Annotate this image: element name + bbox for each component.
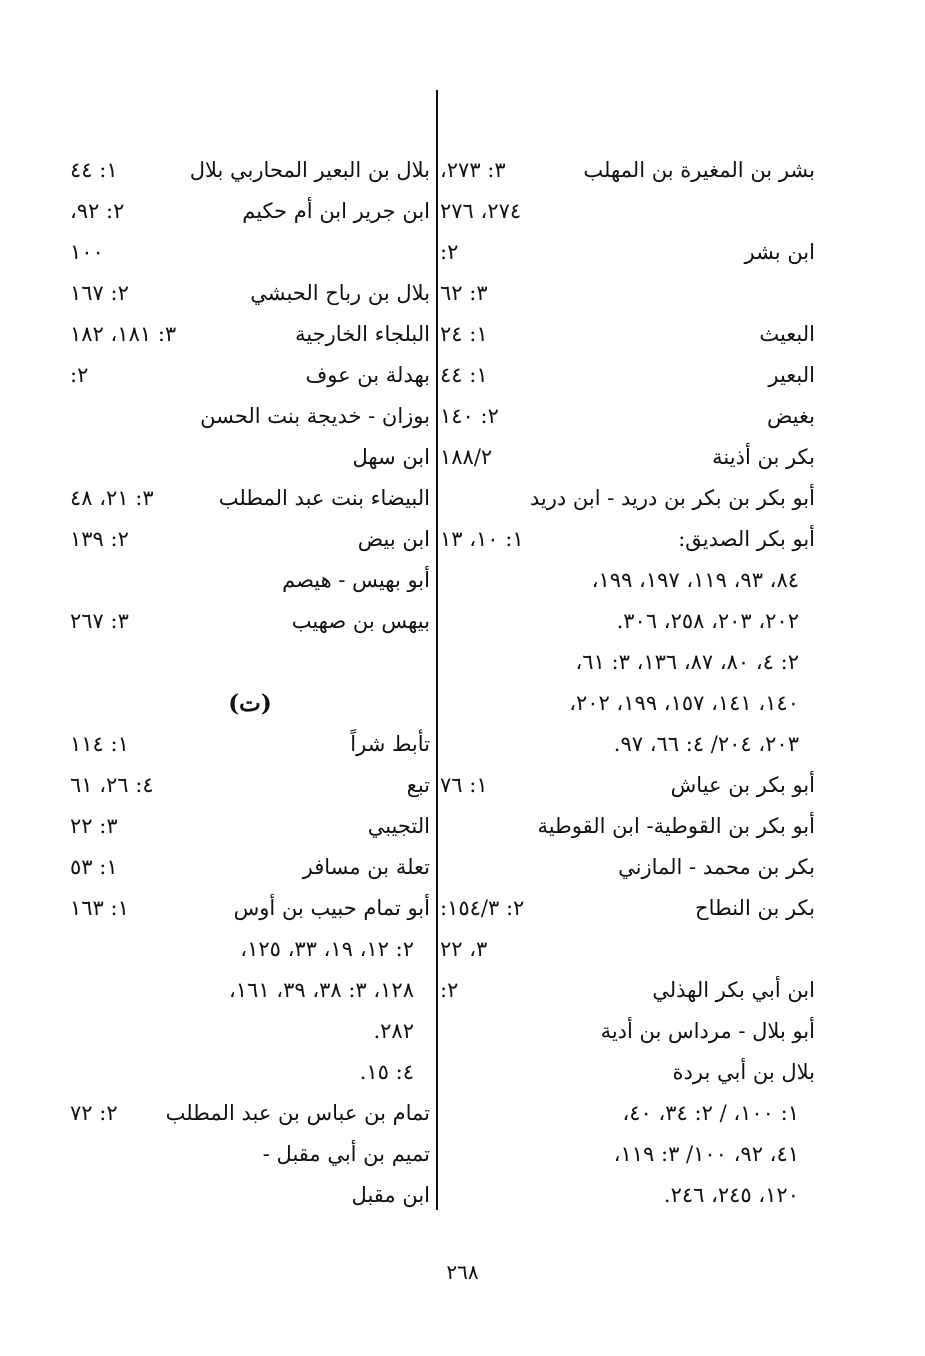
index-entry (440, 232, 815, 273)
index-entry (70, 355, 430, 396)
entry-name: ابن بشر (744, 240, 815, 264)
index-entry (440, 1093, 815, 1134)
index-entry (440, 642, 815, 683)
entry-text: ٢٠٢، ٢٠٣، ٢٥٨، ٣٠٦. (616, 609, 799, 633)
entry-name: تمام بن عباس بن عبد المطلب (165, 1101, 430, 1125)
entry-text: ١٢٠، ٢٤٥، ٢٤٦. (663, 1183, 799, 1207)
entry-reference: ١: ١٠، ١٣ (440, 527, 524, 551)
index-entry (70, 1134, 430, 1175)
index-entry (70, 1052, 430, 1093)
entry-reference: ٢: ١٤٠ (440, 404, 499, 428)
entry-text: أبو بكر بن القوطية- ابن القوطية (537, 814, 815, 838)
entry-reference: ٣: ٢٦٧ (70, 609, 129, 633)
index-entry (70, 1093, 430, 1134)
index-entry (70, 314, 430, 355)
entry-text: أبو بكر بن بكر بن دريد - ابن دريد (529, 486, 815, 510)
entry-reference: ٣: ٦٢ (440, 281, 488, 305)
entry-reference: ١٨٨/٢ (440, 445, 493, 469)
entry-text: بوزان - خديجة بنت الحسن (200, 404, 430, 428)
index-entry (440, 478, 815, 519)
entry-reference: ٢: ١٥٤/٣: (440, 896, 525, 920)
entry-text: ٢: ١٢، ١٩، ٣٣، ١٢٥، (240, 937, 414, 961)
index-entry (70, 765, 430, 806)
entry-name: بغيض (766, 404, 815, 428)
entry-name: بهدلة بن عوف (305, 363, 430, 387)
index-entry (70, 273, 430, 314)
entry-reference: ٢: ٩٢، (70, 199, 125, 223)
entry-reference: ١٠٠ (70, 240, 104, 264)
entry-text: ٢٠٣، ٢٠٤/ ٤: ٦٦، ٩٧. (613, 732, 799, 756)
entry-reference: ١: ٧٦ (440, 773, 488, 797)
entry-reference: ٤: ٢٦، ٦١ (70, 773, 154, 797)
index-entry (440, 1011, 815, 1052)
left-column (70, 150, 430, 1216)
entry-name: أبو بكر بن عياش (670, 773, 815, 797)
entry-reference: ١: ٢٤ (440, 322, 488, 346)
entry-name: ابن جرير ابن أم حكيم (242, 199, 430, 223)
entry-reference: ٢: (70, 363, 89, 387)
entry-text: ٤: ١٥. (359, 1060, 414, 1084)
index-entry (440, 560, 815, 601)
index-entry (70, 519, 430, 560)
index-entry (70, 970, 430, 1011)
index-entry (70, 642, 430, 683)
entry-text: ابن مقبل (351, 1183, 430, 1207)
entry-text: ٢: ٤، ٨٠، ٨٧، ١٣٦، ٣: ٦١، (575, 650, 799, 674)
index-entry (440, 1175, 815, 1216)
index-entry (70, 929, 430, 970)
entry-reference: ١: ٤٤ (70, 158, 118, 182)
entry-name: ابن بيض (357, 527, 430, 551)
entry-reference: ١: ٤٤ (440, 363, 488, 387)
page-number: ٢٦٨ (446, 1260, 479, 1284)
entry-reference: ١: ١٦٣ (70, 896, 129, 920)
index-entry (70, 560, 430, 601)
entry-text: بلال بن أبي بردة (672, 1060, 815, 1084)
entry-reference: ٢: ٧٢ (70, 1101, 118, 1125)
index-entry (440, 150, 815, 191)
index-entry (70, 601, 430, 642)
entry-reference: ٢٧٤، ٢٧٦ (440, 199, 522, 223)
entry-text: ١: ١٠٠، / ٢: ٣٤، ٤٠، (622, 1101, 799, 1125)
index-entry (440, 929, 815, 970)
column-divider (436, 90, 438, 1210)
entry-reference: ٣: ٢٧٣، (440, 158, 506, 182)
entry-text: بكر بن محمد - المازني (618, 855, 815, 879)
entry-text: ١٤٠، ١٤١، ١٥٧، ١٩٩، ٢٠٢، (569, 691, 799, 715)
entry-name: أبو تمام حبيب بن أوس (233, 896, 430, 920)
index-entry (440, 191, 815, 232)
right-column (440, 150, 815, 1216)
entry-name: بكر بن النطاح (695, 896, 815, 920)
entry-reference: ٢: ١٣٩ (70, 527, 129, 551)
index-entry (70, 888, 430, 929)
entry-name: بلال بن البعير المحاربي بلال (189, 158, 430, 182)
index-entry (440, 396, 815, 437)
entry-name: تأبط شراً (350, 732, 430, 756)
index-entry (440, 847, 815, 888)
entry-text: ٤١، ٩٢، ١٠٠/ ٣: ١١٩، (613, 1142, 799, 1166)
entry-reference: ١: ١١٤ (70, 732, 129, 756)
entry-name: تعلة بن مسافر (302, 855, 430, 879)
index-entry (440, 437, 815, 478)
entry-name: بلال بن رباح الحبشي (250, 281, 430, 305)
entry-name: البعير (768, 363, 815, 387)
index-entry (440, 273, 815, 314)
index-entry (70, 191, 430, 232)
index-entry (70, 1175, 430, 1216)
entry-reference: ٢: (440, 240, 459, 264)
entry-reference: ٢: ١٦٧ (70, 281, 129, 305)
index-entry (440, 806, 815, 847)
entry-name: بيهس بن صهيب (291, 609, 430, 633)
index-entry (440, 355, 815, 396)
index-entry (70, 847, 430, 888)
entry-name: التجيبي (367, 814, 430, 838)
index-entry (70, 1011, 430, 1052)
index-entry (70, 232, 430, 273)
entry-text: تميم بن أبي مقبل - (262, 1142, 430, 1166)
entry-text: أبو بهيس - هيصم (282, 568, 430, 592)
entry-reference: ٢: (440, 978, 459, 1002)
index-entry (440, 1134, 815, 1175)
index-entry (70, 478, 430, 519)
entry-name: بكر بن أذينة (712, 445, 815, 469)
entry-name: أبو بكر الصديق: (678, 527, 815, 551)
index-entry (70, 724, 430, 765)
entry-reference: ٣: ٢١، ٤٨ (70, 486, 154, 510)
index-entry (440, 314, 815, 355)
index-entry (440, 724, 815, 765)
index-entry (440, 601, 815, 642)
index-entry (440, 519, 815, 560)
entry-reference: ٣، ٢٢ (440, 937, 488, 961)
entry-reference: ٣: ١٨١، ١٨٢ (70, 322, 177, 346)
entry-name: تبع (406, 773, 430, 797)
entry-name: البلجاء الخارجية (295, 322, 430, 346)
entry-text: ١٢٨، ٣: ٣٨، ٣٩، ١٦١، (229, 978, 414, 1002)
entry-name: ابن أبي بكر الهذلي (652, 978, 815, 1002)
index-entry (70, 437, 430, 478)
index-entry (70, 150, 430, 191)
index-entry (440, 683, 815, 724)
entry-name: البعيث (759, 322, 815, 346)
entry-name: بشر بن المغيرة بن المهلب (583, 158, 815, 182)
index-entry (440, 1052, 815, 1093)
index-entry (440, 888, 815, 929)
entry-text: ابن سهل (352, 445, 430, 469)
index-entry (70, 806, 430, 847)
index-entry (440, 970, 815, 1011)
entry-reference: ١: ٥٣ (70, 855, 118, 879)
index-entry (70, 396, 430, 437)
entry-name: البيضاء بنت عبد المطلب (218, 486, 430, 510)
index-entry (440, 765, 815, 806)
entry-reference: ٣: ٢٢ (70, 814, 118, 838)
entry-text: أبو بلال - مرداس بن أدية (600, 1019, 815, 1043)
entry-text: ٢٨٢. (373, 1019, 414, 1043)
section-heading: (ت) (228, 690, 272, 717)
entry-text: ٨٤، ٩٣، ١١٩، ١٩٧، ١٩٩، (591, 568, 799, 592)
